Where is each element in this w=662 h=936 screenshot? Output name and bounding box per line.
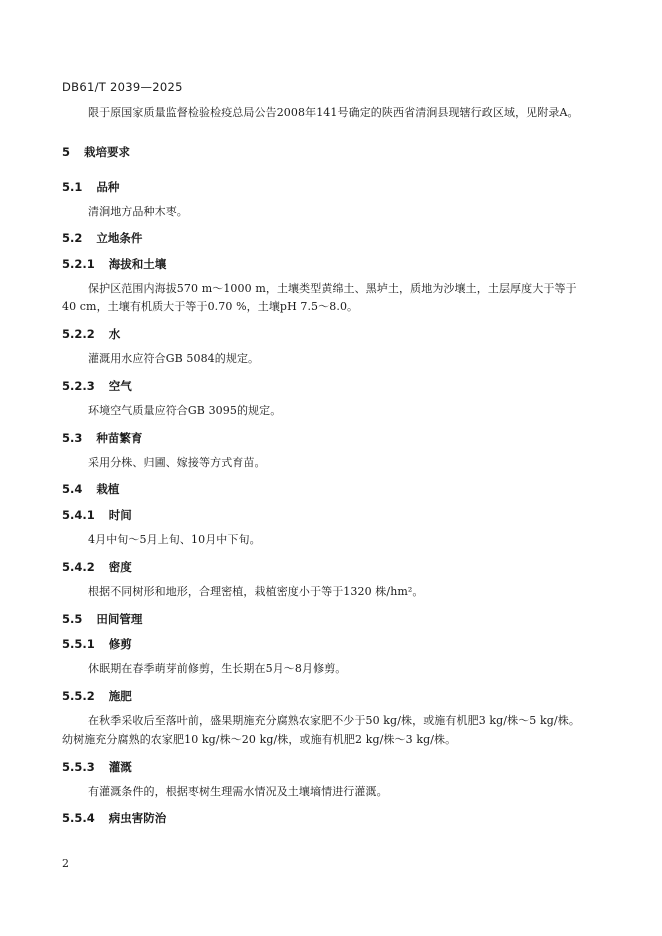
section-title: 空气: [108, 379, 132, 393]
section-number: 5.5.3: [62, 760, 95, 774]
section-5-4-2-heading: [62, 559, 132, 575]
section-5-2-3-heading: [62, 378, 132, 394]
section-5-5-1-heading: [62, 636, 132, 652]
section-5-3-heading: [62, 430, 142, 446]
section-number: 5.2.1: [62, 257, 95, 271]
section-number: 5.3: [62, 431, 83, 445]
section-title: 立地条件: [96, 231, 143, 245]
paragraph: 在秋季采收后至落叶前，盛果期施充分腐熟农家肥不少于50 kg/株，或施有机肥3 kg/株～5 kg/株。: [88, 714, 580, 727]
section-5-2-1-heading: [62, 256, 166, 272]
section-5-5-heading: [62, 611, 142, 627]
paragraph-continuation: 40 cm，土壤有机质大于等于0.70 %，土壤pH 7.5～8.0。: [62, 300, 359, 313]
section-5-5-2-heading: [62, 688, 132, 704]
section-number: 5.2.3: [62, 379, 95, 393]
section-title: 病虫害防治: [108, 811, 167, 825]
page-number: 2: [62, 857, 69, 870]
section-title: 栽植: [96, 482, 120, 496]
section-title: 海拔和土壤: [108, 257, 167, 271]
section-number: 5.4: [62, 482, 83, 496]
paragraph: 环境空气质量应符合GB 3095的规定。: [88, 404, 282, 417]
intro-paragraph: 限于原国家质量监督检验检疫总局公告2008年141号确定的陕西省清涧县现辖行政区域，见附录A。: [88, 106, 579, 119]
paragraph-continuation: 幼树施充分腐熟的农家肥10 kg/株～20 kg/株，或施有机肥2 kg/株～3 kg/株。: [62, 733, 457, 746]
standard-code: DB61/T 2039—2025: [62, 80, 183, 94]
section-title: 施肥: [108, 689, 132, 703]
section-5-5-3-heading: [62, 759, 132, 775]
section-5-4-1-heading: [62, 507, 132, 523]
section-number: 5.2.2: [62, 327, 95, 341]
section-number: 5.4.2: [62, 560, 95, 574]
section-number: 5.5.4: [62, 811, 95, 825]
section-number: 5.5.2: [62, 689, 95, 703]
section-number: 5.4.1: [62, 508, 95, 522]
section-title: 修剪: [108, 637, 132, 651]
section-number: 5.1: [62, 180, 83, 194]
section-5-2-heading: [62, 230, 142, 246]
section-5-heading: [62, 144, 130, 160]
paragraph: 根据不同树形和地形，合理密植，栽植密度小于等于1320 株/hm²。: [88, 585, 424, 598]
section-title: 时间: [108, 508, 132, 522]
section-title: 水: [108, 327, 121, 341]
section-5-1-heading: [62, 179, 119, 195]
section-title: 品种: [96, 180, 120, 194]
section-number: 5.5.1: [62, 637, 95, 651]
paragraph: 4月中旬～5月上旬、10月中下旬。: [88, 533, 261, 546]
section-title: 密度: [108, 560, 132, 574]
section-5-4-heading: [62, 481, 119, 497]
paragraph: 灌溉用水应符合GB 5084的规定。: [88, 352, 260, 365]
paragraph: 有灌溉条件的，根据枣树生理需水情况及土壤墒情进行灌溉。: [88, 785, 388, 798]
section-title: 栽培要求: [84, 145, 131, 159]
section-number: 5: [62, 145, 71, 159]
paragraph: 采用分株、归圃、嫁接等方式育苗。: [88, 456, 266, 469]
paragraph: 保护区范围内海拔570 m～1000 m，土壤类型黄绵土、黑垆土，质地为沙壤土，土层厚度大于等于: [88, 282, 577, 295]
section-title: 灌溉: [108, 760, 132, 774]
section-title: 种苗繁育: [96, 431, 143, 445]
section-number: 5.5: [62, 612, 83, 626]
paragraph: 清涧地方品种木枣。: [88, 205, 188, 218]
paragraph: 休眠期在春季萌芽前修剪，生长期在5月～8月修剪。: [88, 662, 347, 675]
section-5-2-2-heading: [62, 326, 120, 342]
section-title: 田间管理: [96, 612, 143, 626]
section-5-5-4-heading: [62, 810, 166, 826]
section-number: 5.2: [62, 231, 83, 245]
